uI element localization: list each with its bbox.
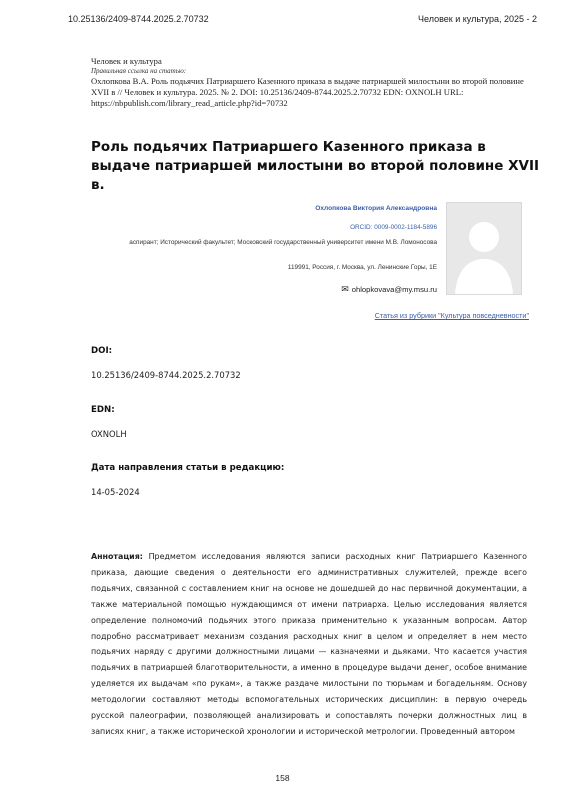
author-email-text: ohlopkovava@my.msu.ru [351, 285, 437, 294]
abstract [91, 549, 527, 740]
submission-date-label: Дата направления статьи в редакцию: [91, 463, 285, 473]
author-affiliation: аспирант; Исторический факультет; Московский государственный университет имени М.В. Ломоносова [129, 239, 437, 246]
citation-journal: Человек и культура [91, 56, 162, 66]
citation-block [91, 56, 531, 109]
avatar-silhouette [447, 203, 521, 294]
page-number: 158 [275, 773, 290, 783]
article-title: Роль подьячих Патриаршего Казенного приказа в выдаче патриаршей милостыни во второй половине XVII в. [91, 139, 539, 193]
author-address: 119991, Россия, г. Москва, ул. Ленинские Горы, 1Е [287, 264, 437, 271]
citation-text: Охлопкова В.А. Роль подьячих Патриаршего Казенного приказа в выдаче патриаршей милостыни во второй половине XVII в // Человек и культура. 2025. № 2. DOI: 10.25136/2409-8744.2025.2.70732 EDN: OXNOLH URL: https://nbpublish.com/library_read_article.php?id=70732 [91, 76, 524, 108]
edn-value: OXNOLH [91, 429, 127, 439]
rubric-link[interactable]: Статья из рубрики "Культура повседневности" [374, 311, 529, 320]
author-name[interactable]: Охлопкова Виктория Александровна [315, 205, 437, 212]
doi-label: DOI: [91, 346, 113, 356]
running-header-doi: 10.25136/2409-8744.2025.2.70732 [68, 14, 209, 24]
citation-hint: Правильная ссылка на статью: [91, 67, 187, 75]
abstract-label: Аннотация: [91, 552, 143, 561]
doi-value: 10.25136/2409-8744.2025.2.70732 [91, 370, 241, 380]
avatar-placeholder-icon [446, 202, 522, 295]
author-email[interactable] [97, 284, 437, 295]
author-orcid[interactable]: ORCID: 0009-0002-1184-5896 [350, 224, 437, 231]
running-header-journal: Человек и культура, 2025 - 2 [418, 14, 537, 24]
submission-date-value: 14-05-2024 [91, 487, 140, 497]
edn-label: EDN: [91, 405, 115, 415]
abstract-text: Предметом исследования являются записи расходных книг Патриаршего Казенного приказа, дающие сведения о деятельности его административных служителей, прежде всего подьячих, связанной с составлением книг на основе не дошедшей до нас первичной документации, а также материальной помощью нуждающимся от имени патриарха. Целью исследования является определение полномочий подьячих этого приказа применительно к указанным вопросам. Автор подробно рассматривает механизм создания расходных книг в целом и определяет в нем место подьячих наряду с другими должностными лицами — казначеями и дьяками. Что касается участия подьячих в патриаршей благотворительности, а именно в процедуре выдачи денег, особое внимание уделяется их выдачам «по рукам», а также раздаче милостыни по тюрьмам и богадельням. Основу методологии составляют методы вспомогательных исторических дисциплин: в первую очередь русской палеографии, позволяющей анализировать и сопоставлять почерки должностных лиц в записях книг, а также исторической хронологии и исторической метрологии. Проведенный автором [91, 552, 527, 736]
envelope-icon: ✉ [341, 284, 349, 294]
